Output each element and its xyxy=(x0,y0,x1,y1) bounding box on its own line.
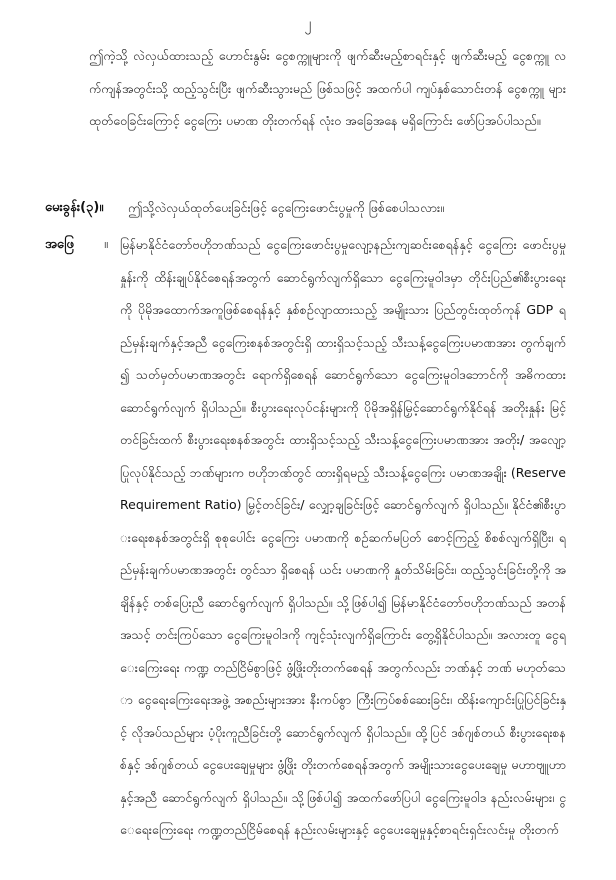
answer-separator: ။ xyxy=(104,237,108,252)
question-label: မေးခွန်း(၃)။ xyxy=(45,200,104,215)
page-number: ၂ xyxy=(304,16,312,32)
intro-paragraph: ဤကဲ့သို့ လဲလှယ်ထားသည့် ဟောင်းနွမ်း ငွေစက္ကူများကို ဖျက်ဆီးမည့်စာရင်းနှင့် ဖျက်ဆီးမည့် ငွေစက္ကူ လက်ကျန်အတွင်းသို့ ထည့်သွင်းပြီး ဖျက်ဆီးသွားမည် ဖြစ်သဖြင့် အထက်ပါ ကျပ်နှစ်သောင်းတန် ငွေစက္ကူ များထုတ်ဝေခြင်းကြောင့် ငွေကြေး ပမာဏ တိုးတက်ရန် လုံးဝ အခြေအနေ မရှိကြောင်း ဖော်ပြအပ်ပါသည်။ xyxy=(89,48,566,128)
answer-paragraph: မြန်မာနိုင်ငံတော်ဗဟိုဘဏ်သည် ငွေကြေးဖောင်းပွမှုလျော့နည်းကျဆင်းစေရန်နှင့် ငွေကြေး ဖောင်းပွမှုနှုန်းကို ထိန်းချုပ်နိုင်စေရန်အတွက် ဆောင်ရွက်လျက်ရှိသော ငွေကြေးမူဝါဒမှာ တိုင်းပြည်၏စီးပွားရေးကို ပိုမိုအထောက်အကူဖြစ်စေရန်နှင့် နှစ်စဉ်လျာထားသည့် အမျိုးသား ပြည်တွင်းထုတ်ကုန် GDP ရည်မှန်းချက်နှင့်အညီ ငွေကြေးစနစ်အတွင်းရှိ ထားရှိသင့်သည့် သီးသန့်ငွေကြေးပမာဏအား တွက်ချက်၍ သတ်မှတ်ပမာဏအတွင်း ရောက်ရှိစေရန် ဆောင်ရွက်သော ငွေကြေးမူဝါဒဘောင်ကို အဓိကထား ဆောင်ရွက်လျက် ရှိပါသည်။ စီးပွားရေးလုပ်ငန်းများကို ပိုမိုအရှိန်မြှင့်ဆောင်ရွက်နိုင်ရန် အတိုးနှုန်း မြင့်တင်ခြင်းထက် စီးပွားရေးစနစ်အတွင်း ထားရှိသင့်သည့် သီးသန့်ငွေကြေးပမာဏအား အတိုး/ အလျော့ ပြုလုပ်နိုင်သည့် ဘဏ်များက ဗဟိုဘဏ်တွင် ထားရှိရမည့် သီးသန့်ငွေကြေး ပမာဏအချိုး (Reserve Requirement Ratio) မြှင့်တင်ခြင်း/ လျှော့ချခြင်းဖြင့် ဆောင်ရွက်လျက် ရှိပါသည်။ နိုင်ငံ၏စီးပွားရေးစနစ်အတွင်းရှိ စုစုပေါင်း ငွေကြေး ပမာဏကို စဉ်ဆက်မပြတ် စောင့်ကြည့် စိစစ်လျက်ရှိပြီး၊ ရည်မှန်းချက်ပမာဏအတွင်း တွင်သာ ရှိစေရန် ယင်း ပမာဏကို နှုတ်သိမ်းခြင်း၊ ထည့်သွင်းခြင်းတို့ကို အချိန်နှင့် တစ်ပြေးညီ ဆောင်ရွက်လျက် ရှိပါသည်။ သို့ဖြစ်ပါ၍ မြန်မာနိုင်ငံတော်ဗဟိုဘဏ်သည် အတန်အသင့် တင်းကြပ်သော ငွေကြေးမူဝါဒကို ကျင့်သုံးလျက်ရှိကြောင်း တွေ့ရှိနိုင်ပါသည်။ အလားတူ ငွေရေးကြေးရေး ကဏ္ဍ တည်ငြိမ်စွာဖြင့် ဖွံ့ဖြိုးတိုးတက်စေရန် အတွက်လည်း ဘဏ်နှင့် ဘဏ် မဟုတ်သော ငွေရေးကြေးရေးအဖွဲ့ အစည်းများအား နီးကပ်စွာ ကြီးကြပ်စစ်ဆေးခြင်း၊ ထိန်းကျောင်းပြုပြင်ခြင်းနှင့် လိုအပ်သည်များ ပံ့ပိုးကူညီခြင်းတို့ ဆောင်ရွက်လျက် ရှိပါသည်။ ထို့ပြင် ဒစ်ဂျစ်တယ် စီးပွားရေးစနစ်နှင့် ဒစ်ဂျစ်တယ် ငွေပေးချေမှုများ ဖွံ့ဖြိုး တိုးတက်စေရန်အတွက် အမျိုးသားငွေပေးချေမှု မဟာဗျူဟာနှင့်အညီ ဆောင်ရွက်လျက် ရှိပါသည်။ သို့ဖြစ်ပါ၍ အထက်ဖော်ပြပါ ငွေကြေးမူဝါဒ နည်းလမ်းများ၊ ငွေရေးကြေးရေး ကဏ္ဍတည်ငြိမ်စေရန် နည်းလမ်းများနှင့် ငွေပေးချေမှုနှင့်စာရင်းရှင်းလင်းမှု တိုးတက် xyxy=(120,237,566,837)
question-text: ဤသို့လဲလှယ်ထုတ်ပေးခြင်းဖြင့် ငွေကြေးဖောင်းပွမှုကို ဖြစ်စေပါသလား။ xyxy=(128,200,444,215)
answer-label: အဖြေ xyxy=(45,237,74,252)
